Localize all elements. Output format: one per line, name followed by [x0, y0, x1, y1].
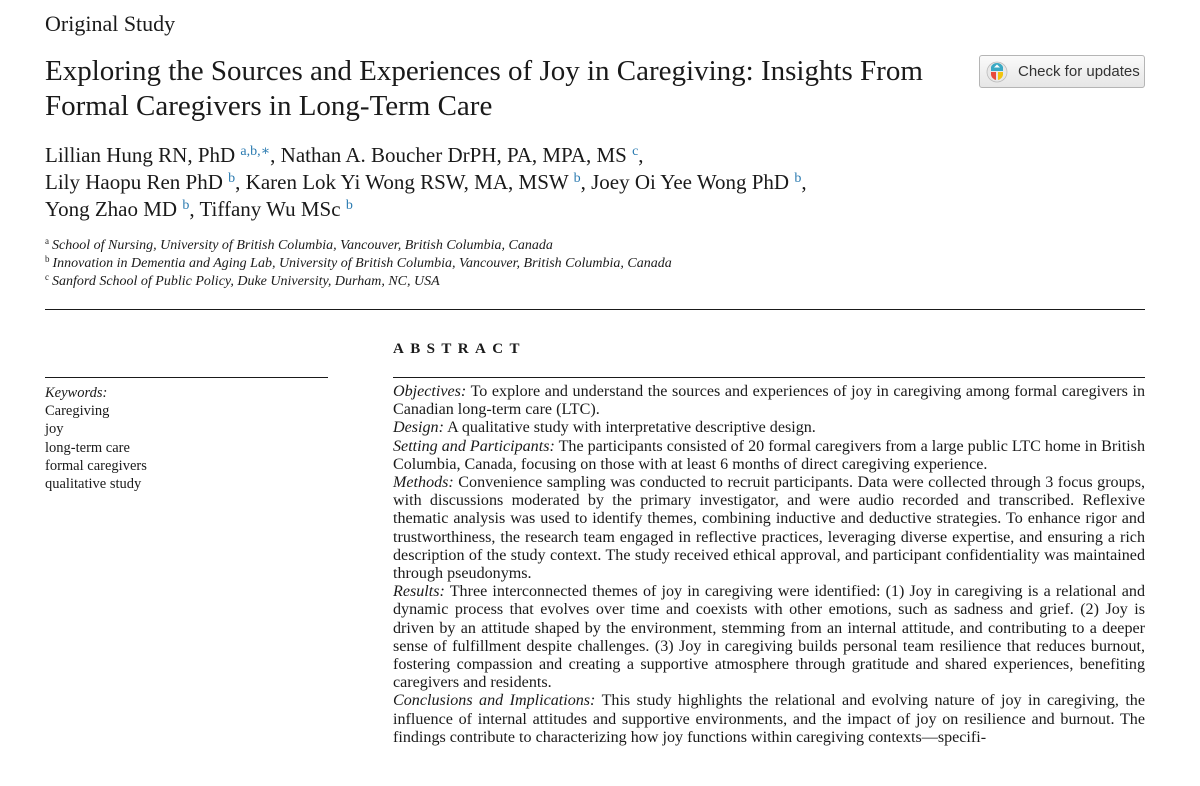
author-separator: ,: [235, 170, 246, 194]
affiliation-item: [45, 237, 1145, 255]
check-for-updates-button[interactable]: [979, 55, 1145, 88]
affiliation-link[interactable]: b: [228, 171, 236, 186]
section-label: Conclusions and Implications:: [393, 692, 596, 710]
author-separator: ,: [801, 170, 807, 194]
affiliation-mark: a: [45, 236, 49, 246]
keyword-item: joy: [45, 421, 64, 438]
keywords-heading: Keywords:: [45, 385, 108, 401]
section-label: Objectives:: [393, 383, 467, 400]
author-name: Yong Zhao MD: [45, 197, 183, 221]
author-separator: ,: [270, 143, 281, 167]
check-for-updates-label: Check for updates: [1018, 63, 1140, 80]
affiliation-link[interactable]: a,b,∗: [240, 144, 271, 159]
keyword-item: Caregiving: [45, 403, 110, 420]
section-text: Three interconnected themes of joy in caregiving were identified: (1) Joy in caregiving is a relational and dynamic process that evolves over time and coexists with other emotions, such as sadness and grief. (2) Joy is driven by an attitude shaped by the environment, stemming from an internal attitude, and contributing to a deeper sense of fulfillment despite challenges. (3) Joy in caregiving builds personal team resilience that reduces burnout, fostering compassion and creating a supportive atmosphere through gratitude and shared experiences, benefiting caregivers and residents.: [393, 583, 1145, 692]
affiliation-link[interactable]: b: [345, 198, 353, 213]
section-label: Setting and Participants:: [393, 437, 555, 455]
affiliation-mark: b: [45, 254, 50, 264]
section-label: Results:: [393, 583, 445, 601]
keywords-section: [45, 384, 328, 493]
affiliation-text: School of Nursing, University of British Columbia, Vancouver, British Columbia, Canada: [52, 238, 553, 253]
section-text: This study highlights the relational and evolving nature of joy in caregiving, the influence of internal attitudes and supportive environments, and the impact of joy on resilience and burnout. The findings contribute to characterizing how joy functions within caregiving contexts—specifi-: [393, 692, 1145, 746]
author-line: [45, 169, 1145, 196]
abstract-results: [393, 583, 1145, 692]
author-name: Tiffany Wu MSc: [199, 197, 346, 221]
author-line: [45, 142, 1145, 169]
section-text: Convenience sampling was conducted to recruit participants. Data were collected through 3 focus groups, with discussions moderated by the primary investigator, and were audio recorded and transcribed. Reflexive thematic analysis was used to identify themes, combining inductive and deductive strategies. To enhance rigor and trustworthiness, the research team engaged in reflective practices, leveraging diverse expertise, and ensuring a rich description of the study context. The study received ethical approval, and participant confidentiality was maintained through pseudonyms.: [393, 474, 1145, 583]
author-list: [45, 142, 1145, 223]
abstract-heading: ABSTRACT: [393, 341, 526, 357]
abstract-conclusions: [393, 692, 1145, 747]
affiliation-mark: c: [45, 272, 49, 282]
author-name: Nathan A. Boucher DrPH, PA, MPA, MS: [280, 143, 633, 167]
abstract-divider: [393, 377, 1145, 378]
author-name: Joey Oi Yee Wong PhD: [591, 170, 795, 194]
keywords-divider: [45, 377, 328, 378]
section-label: Design:: [393, 419, 444, 437]
article-type: Original Study: [45, 11, 176, 36]
section-text: The participants consisted of 20 formal caregivers from a large public LTC home in British Columbia, Canada, focusing on those with at least 6 months of direct caregiving experience.: [393, 437, 1145, 473]
affiliation-item: [45, 273, 1145, 291]
affiliation-link[interactable]: b: [573, 171, 581, 186]
author-name: Lillian Hung RN, PhD: [45, 143, 241, 167]
abstract-body: [393, 383, 1145, 747]
abstract-setting: [393, 438, 1145, 474]
affiliation-text: Innovation in Dementia and Aging Lab, University of British Columbia, Vancouver, British Columbia, Canada: [52, 256, 672, 271]
affiliation-text: Sanford School of Public Policy, Duke University, Durham, NC, USA: [52, 274, 440, 289]
affiliation-link[interactable]: b: [182, 198, 190, 213]
author-name: Lily Haopu Ren PhD: [45, 170, 229, 194]
keyword-item: long-term care: [45, 439, 130, 456]
keyword-item: qualitative study: [45, 476, 142, 493]
author-name: Karen Lok Yi Wong RSW, MA, MSW: [245, 170, 574, 194]
section-label: Methods:: [393, 474, 454, 492]
author-line: [45, 196, 1145, 223]
abstract-methods: [393, 474, 1145, 583]
affiliations: [45, 237, 1145, 291]
affiliation-link[interactable]: b: [794, 171, 802, 186]
section-text: A qualitative study with interpretative descriptive design.: [443, 419, 816, 437]
abstract-objectives: [393, 383, 1145, 419]
keyword-item: formal caregivers: [45, 457, 147, 474]
author-separator: ,: [189, 197, 200, 221]
section-text: To explore and understand the sources and experiences of joy in caregiving among formal caregivers in Canadian long-term care (LTC).: [393, 383, 1145, 419]
abstract-design: [393, 419, 1145, 437]
author-separator: ,: [580, 170, 592, 194]
affiliation-link[interactable]: c: [632, 144, 639, 159]
affiliation-item: [45, 255, 1145, 273]
author-separator: ,: [638, 143, 644, 167]
paper-title: Exploring the Sources and Experiences of Joy in Caregiving: Insights From Formal Caregivers in Long-Term Care: [45, 55, 923, 122]
crossmark-icon: [986, 61, 1008, 83]
header-divider: [45, 309, 1145, 310]
